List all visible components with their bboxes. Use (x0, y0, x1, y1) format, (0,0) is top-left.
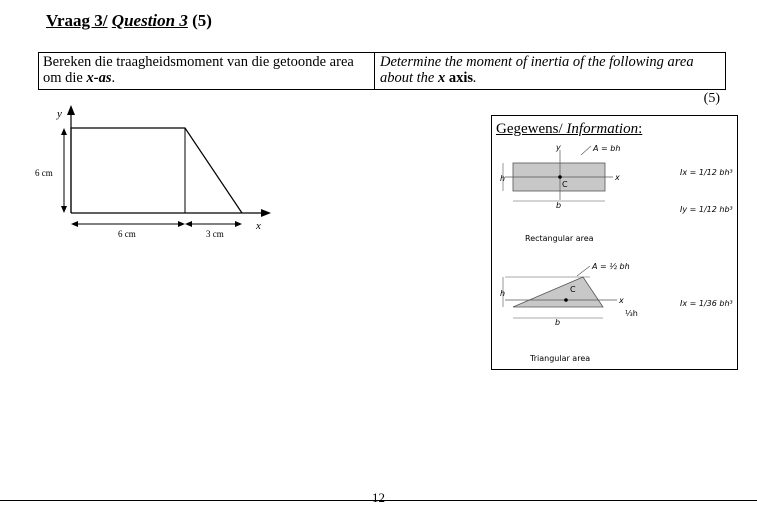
svg-text:A = bh: A = bh (593, 144, 621, 153)
instruction-table (38, 52, 726, 90)
svg-text:x: x (619, 296, 624, 305)
svg-text:⅓h: ⅓h (625, 309, 638, 318)
heading-marks: (5) (192, 11, 212, 30)
width-label-2: 3 cm (206, 229, 224, 239)
rect-caption: Rectangular area (525, 234, 594, 243)
height-label: 6 cm (35, 168, 53, 178)
svg-text:x: x (615, 173, 620, 182)
instruction-english: Determine the moment of inertia of the following area about the x axis. (380, 54, 694, 86)
x-axis-arrow (261, 209, 271, 217)
triangle-shape (513, 277, 603, 307)
svg-text:C: C (562, 180, 568, 189)
heading-question: Question 3 (111, 11, 188, 30)
information-title: Gegewens/ Information: (496, 121, 643, 137)
svg-text:A = ½ bh: A = ½ bh (592, 262, 630, 271)
x-axis-label: x (256, 220, 261, 232)
triangular-area-figure (500, 262, 733, 363)
instruction-afrikaans: Bereken die traagheidsmoment van die getoonde area om die x-as. (43, 54, 354, 86)
rectangular-area-figure (500, 143, 733, 243)
tri-ix-formula: Ix = 1/36 bh³ (680, 299, 733, 308)
heading-vraag: Vraag 3/ (46, 11, 108, 30)
tri-caption: Triangular area (530, 354, 591, 363)
trapezoid-figure (30, 100, 300, 250)
svg-text:b: b (556, 201, 562, 210)
table-divider (374, 53, 375, 89)
centroid-point (558, 175, 562, 179)
question-heading (46, 11, 212, 31)
rect-iy-formula: Iy = 1/12 hb³ (680, 205, 733, 214)
y-axis-label: y (57, 108, 62, 120)
page-number: 12 (372, 490, 385, 505)
width-label-1: 6 cm (118, 229, 136, 239)
svg-text:h: h (500, 174, 506, 183)
svg-text:h: h (500, 289, 506, 298)
svg-text:C: C (570, 285, 576, 294)
y-axis-arrow (67, 105, 75, 115)
svg-text:y: y (556, 143, 561, 152)
trapezoid-outline (71, 128, 242, 213)
triangle-centroid (564, 298, 568, 302)
information-figures (495, 140, 735, 365)
rect-ix-formula: Ix = 1/12 bh³ (680, 168, 733, 177)
svg-text:b: b (555, 318, 561, 327)
marks-label: (5) (703, 91, 720, 106)
